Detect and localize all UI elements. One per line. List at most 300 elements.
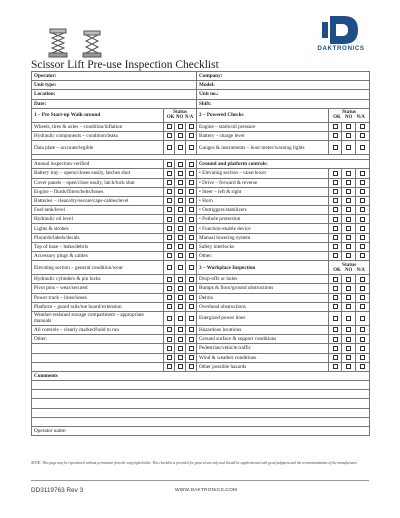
info-field-label[interactable]: Location: — [32, 90, 197, 99]
table-row — [32, 284, 370, 293]
status-checkbox[interactable] — [167, 304, 172, 309]
status-checkbox[interactable] — [346, 189, 351, 194]
status-cell — [342, 224, 356, 233]
status-checkbox[interactable] — [178, 244, 183, 249]
status-checkbox[interactable] — [333, 244, 338, 249]
table-row — [32, 215, 370, 224]
status-cell — [342, 344, 356, 353]
status-checkbox[interactable] — [333, 189, 338, 194]
status-cell — [342, 131, 356, 140]
document-number: DD3119763 Rev 3 — [31, 487, 84, 494]
info-field-label[interactable]: Unit no.: — [197, 90, 370, 99]
table-row — [32, 362, 370, 371]
status-checkbox[interactable] — [360, 124, 365, 129]
status-cell — [186, 252, 197, 261]
status-cell — [329, 206, 342, 215]
status-cell — [175, 302, 186, 311]
status-checkbox[interactable] — [333, 286, 338, 291]
status-cell — [356, 302, 370, 311]
status-checkbox[interactable] — [178, 337, 183, 342]
status-checkbox[interactable] — [189, 244, 194, 249]
operator-name-field[interactable]: Operator name: — [32, 427, 370, 436]
status-cell — [342, 215, 356, 224]
status-cell — [342, 169, 356, 178]
status-checkbox[interactable] — [178, 235, 183, 240]
status-checkbox[interactable] — [189, 355, 194, 360]
table-row — [32, 187, 370, 196]
status-checkbox[interactable] — [189, 316, 194, 321]
table-row — [32, 242, 370, 251]
status-cell — [356, 233, 370, 242]
status-cell — [356, 224, 370, 233]
status-cell — [175, 224, 186, 233]
check-item-label: Hydraulic oil level — [32, 215, 164, 224]
status-checkbox[interactable] — [178, 217, 183, 222]
status-checkbox[interactable] — [189, 189, 194, 194]
status-cell — [186, 284, 197, 293]
status-column-label: N/A — [356, 115, 365, 121]
comment-line[interactable] — [32, 381, 370, 390]
status-checkbox[interactable] — [346, 180, 351, 185]
status-checkbox[interactable] — [333, 295, 338, 300]
status-cell — [175, 187, 186, 196]
status-checkbox[interactable] — [178, 226, 183, 231]
status-checkbox[interactable] — [167, 207, 172, 212]
status-checkbox[interactable] — [167, 171, 172, 176]
status-checkbox[interactable] — [333, 277, 338, 282]
status-cell — [329, 284, 342, 293]
status-checkbox[interactable] — [333, 180, 338, 185]
status-checkbox[interactable] — [360, 145, 365, 150]
status-cell — [164, 362, 175, 371]
table-row — [32, 335, 370, 344]
table-row — [32, 381, 370, 390]
table-row — [32, 233, 370, 242]
status-cell — [164, 302, 175, 311]
status-checkbox[interactable] — [189, 162, 194, 167]
table-row — [32, 417, 370, 426]
status-checkbox[interactable] — [167, 253, 172, 258]
table-row — [32, 160, 370, 169]
status-checkbox[interactable] — [167, 346, 172, 351]
status-checkbox[interactable] — [189, 217, 194, 222]
status-cell — [329, 275, 342, 284]
status-checkbox[interactable] — [167, 244, 172, 249]
status-cell — [329, 122, 342, 131]
status-checkbox[interactable] — [178, 124, 183, 129]
comment-line[interactable] — [32, 399, 370, 408]
status-cell — [175, 169, 186, 178]
comment-line[interactable] — [32, 408, 370, 417]
status-checkbox[interactable] — [167, 295, 172, 300]
status-cell — [164, 275, 175, 284]
table-row — [32, 261, 370, 275]
status-checkbox[interactable] — [333, 171, 338, 176]
status-checkbox[interactable] — [178, 198, 183, 203]
status-cell — [356, 293, 370, 302]
ground-controls-title: Ground and platform controls: — [197, 160, 370, 169]
status-checkbox[interactable] — [333, 253, 338, 258]
status-checkbox[interactable] — [167, 180, 172, 185]
status-checkbox[interactable] — [346, 207, 351, 212]
status-label: Status — [173, 109, 187, 116]
status-checkbox[interactable] — [360, 226, 365, 231]
status-cell — [342, 335, 356, 344]
status-cell — [175, 242, 186, 251]
status-checkbox[interactable] — [189, 295, 194, 300]
status-cell — [164, 160, 175, 169]
status-cell — [175, 196, 186, 205]
status-checkbox[interactable] — [189, 207, 194, 212]
status-checkbox[interactable] — [167, 364, 172, 369]
page-title: Scissor Lift Pre-use Inspection Checklist — [31, 59, 219, 71]
empty-label — [32, 353, 164, 362]
status-checkbox[interactable] — [167, 226, 172, 231]
status-checkbox[interactable] — [360, 253, 365, 258]
status-checkbox[interactable] — [360, 286, 365, 291]
status-checkbox[interactable] — [167, 265, 172, 270]
table-row — [32, 90, 370, 99]
status-cell — [175, 122, 186, 131]
status-cell — [356, 284, 370, 293]
status-column-label: OK — [333, 115, 341, 121]
empty-label — [32, 362, 164, 371]
status-checkbox[interactable] — [360, 207, 365, 212]
status-checkbox[interactable] — [189, 171, 194, 176]
status-checkbox[interactable] — [360, 316, 365, 321]
status-checkbox[interactable] — [189, 235, 194, 240]
status-checkbox[interactable] — [167, 198, 172, 203]
status-cell — [356, 187, 370, 196]
info-field-label[interactable]: Date: — [32, 99, 197, 108]
status-checkbox[interactable] — [333, 217, 338, 222]
status-cell — [342, 187, 356, 196]
status-checkbox[interactable] — [333, 235, 338, 240]
status-checkbox[interactable] — [360, 295, 365, 300]
check-item-label: Pedestrian/vehicle traffic — [197, 344, 329, 353]
status-cell — [329, 344, 342, 353]
status-cell — [164, 178, 175, 187]
status-checkbox[interactable] — [346, 295, 351, 300]
status-cell — [186, 233, 197, 242]
status-checkbox[interactable] — [360, 277, 365, 282]
status-checkbox[interactable] — [346, 327, 351, 332]
check-item-label: Safety interlocks — [197, 242, 329, 251]
status-header — [329, 261, 370, 275]
status-cell — [164, 311, 175, 325]
status-checkbox[interactable] — [189, 198, 194, 203]
comments-label: Comments — [32, 371, 370, 380]
info-field-label[interactable]: Company: — [197, 72, 370, 81]
status-checkbox[interactable] — [178, 355, 183, 360]
status-checkbox[interactable] — [167, 355, 172, 360]
status-checkbox[interactable] — [360, 133, 365, 138]
status-cell — [186, 131, 197, 140]
status-checkbox[interactable] — [346, 364, 351, 369]
status-checkbox[interactable] — [333, 364, 338, 369]
status-checkbox[interactable] — [189, 265, 194, 270]
status-column-label: OK — [166, 115, 175, 121]
status-checkbox[interactable] — [189, 304, 194, 309]
check-item-label: Ground surface & support conditions — [197, 335, 329, 344]
status-cell — [186, 169, 197, 178]
status-checkbox[interactable] — [178, 145, 183, 150]
check-item-label: Power track – lines/hoses — [32, 293, 164, 302]
status-checkbox[interactable] — [333, 226, 338, 231]
status-cell — [175, 178, 186, 187]
checklist-table — [31, 71, 370, 436]
status-cell — [329, 178, 342, 187]
table-row — [32, 72, 370, 81]
section-2-title: 2 – Powered Checks — [197, 108, 329, 122]
status-checkbox[interactable] — [167, 316, 172, 321]
status-checkbox[interactable] — [189, 253, 194, 258]
status-column-label: NO — [345, 267, 353, 273]
status-checkbox[interactable] — [346, 277, 351, 282]
status-checkbox[interactable] — [346, 198, 351, 203]
status-cell — [164, 169, 175, 178]
status-checkbox[interactable] — [333, 198, 338, 203]
status-checkbox[interactable] — [346, 253, 351, 258]
status-checkbox[interactable] — [178, 171, 183, 176]
check-item-label: Wind & weather conditions — [197, 353, 329, 362]
status-cell — [356, 178, 370, 187]
status-checkbox[interactable] — [346, 133, 351, 138]
status-checkbox[interactable] — [360, 189, 365, 194]
status-cell — [342, 122, 356, 131]
check-item-label: Hazardous locations — [197, 325, 329, 334]
status-cell — [356, 362, 370, 371]
table-row — [32, 390, 370, 399]
status-cell — [164, 122, 175, 131]
status-cell — [186, 325, 197, 334]
status-cell — [342, 178, 356, 187]
status-checkbox[interactable] — [189, 133, 194, 138]
footer-divider — [31, 480, 369, 481]
status-checkbox[interactable] — [360, 337, 365, 342]
status-cell — [342, 141, 356, 155]
status-checkbox[interactable] — [189, 337, 194, 342]
table-row — [32, 224, 370, 233]
status-checkbox[interactable] — [333, 355, 338, 360]
status-cell — [175, 160, 186, 169]
status-checkbox[interactable] — [167, 217, 172, 222]
status-checkbox[interactable] — [360, 244, 365, 249]
info-field-label[interactable]: Shift: — [197, 99, 370, 108]
check-item-label: • Function-enable device — [197, 224, 329, 233]
status-checkbox[interactable] — [189, 346, 194, 351]
info-field-label[interactable]: Model: — [197, 81, 370, 90]
table-row — [32, 141, 370, 155]
status-header — [329, 108, 370, 122]
status-cell — [329, 335, 342, 344]
status-checkbox[interactable] — [346, 346, 351, 351]
status-checkbox[interactable] — [346, 304, 351, 309]
check-item-label: Platform – guard rails/toe board/extension — [32, 302, 164, 311]
status-cell — [164, 242, 175, 251]
info-field-label[interactable]: Unit type: — [32, 81, 197, 90]
status-checkbox[interactable] — [333, 337, 338, 342]
status-checkbox[interactable] — [178, 207, 183, 212]
check-item-label: Lights & strobes — [32, 224, 164, 233]
status-checkbox[interactable] — [346, 337, 351, 342]
check-item-label: Batteries – clean/dry/secure/caps-cables/level — [32, 196, 164, 205]
status-checkbox[interactable] — [346, 145, 351, 150]
status-cell — [186, 206, 197, 215]
status-checkbox[interactable] — [189, 226, 194, 231]
status-checkbox[interactable] — [178, 189, 183, 194]
status-cell — [329, 233, 342, 242]
status-checkbox[interactable] — [360, 364, 365, 369]
status-checkbox[interactable] — [333, 346, 338, 351]
status-checkbox[interactable] — [167, 124, 172, 129]
status-cell — [329, 169, 342, 178]
check-item-label: Manual lowering system — [197, 233, 329, 242]
status-cell — [164, 353, 175, 362]
status-checkbox[interactable] — [360, 346, 365, 351]
status-checkbox[interactable] — [178, 277, 183, 282]
status-checkbox[interactable] — [178, 286, 183, 291]
status-cell — [164, 335, 175, 344]
status-checkbox[interactable] — [360, 180, 365, 185]
status-checkbox[interactable] — [346, 286, 351, 291]
status-checkbox[interactable] — [346, 355, 351, 360]
check-item-label: Cover panels – open/close easily, latch/lock shut — [32, 178, 164, 187]
empty-label — [32, 344, 164, 353]
check-item-label: Weather-resistant storage compartment – appropriate manuals — [32, 311, 164, 325]
status-checkbox[interactable] — [346, 217, 351, 222]
check-item-label: Drop-offs or holes — [197, 275, 329, 284]
info-field-label[interactable]: Operator: — [32, 72, 197, 81]
status-column-label: N/A — [184, 115, 194, 121]
status-checkbox[interactable] — [178, 265, 183, 270]
status-cell — [342, 293, 356, 302]
status-checkbox[interactable] — [189, 277, 194, 282]
status-cell — [186, 335, 197, 344]
status-checkbox[interactable] — [333, 207, 338, 212]
status-checkbox[interactable] — [178, 295, 183, 300]
status-cell — [329, 302, 342, 311]
status-checkbox[interactable] — [167, 189, 172, 194]
status-cell — [175, 233, 186, 242]
status-checkbox[interactable] — [360, 304, 365, 309]
comment-line[interactable] — [32, 417, 370, 426]
status-checkbox[interactable] — [167, 235, 172, 240]
status-checkbox[interactable] — [333, 133, 338, 138]
status-checkbox[interactable] — [333, 304, 338, 309]
status-checkbox[interactable] — [189, 364, 194, 369]
status-checkbox[interactable] — [178, 327, 183, 332]
status-checkbox[interactable] — [189, 145, 194, 150]
status-checkbox[interactable] — [360, 171, 365, 176]
status-checkbox[interactable] — [333, 124, 338, 129]
table-row — [32, 427, 370, 436]
status-cell — [175, 293, 186, 302]
status-cell — [175, 206, 186, 215]
table-row — [32, 344, 370, 353]
website-url: WWW.DAKTRONICS.COM — [175, 488, 238, 493]
status-cell — [356, 169, 370, 178]
status-cell — [186, 311, 197, 325]
check-item-label: Fuel tank/level — [32, 206, 164, 215]
status-checkbox[interactable] — [189, 180, 194, 185]
status-checkbox[interactable] — [178, 180, 183, 185]
status-checkbox[interactable] — [167, 286, 172, 291]
status-checkbox[interactable] — [346, 244, 351, 249]
status-checkbox[interactable] — [178, 162, 183, 167]
status-checkbox[interactable] — [178, 346, 183, 351]
status-cell — [356, 353, 370, 362]
status-cell — [342, 353, 356, 362]
status-checkbox[interactable] — [189, 124, 194, 129]
status-cell — [164, 325, 175, 334]
status-checkbox[interactable] — [178, 253, 183, 258]
status-checkbox[interactable] — [167, 277, 172, 282]
status-cell — [164, 131, 175, 140]
status-checkbox[interactable] — [167, 145, 172, 150]
status-cell — [186, 196, 197, 205]
table-row — [32, 81, 370, 90]
status-checkbox[interactable] — [178, 304, 183, 309]
status-cell — [342, 284, 356, 293]
status-checkbox[interactable] — [167, 133, 172, 138]
status-cell — [186, 242, 197, 251]
check-item-label: Data plate – accurate/legible — [32, 141, 164, 155]
status-cell — [186, 261, 197, 275]
status-checkbox[interactable] — [178, 364, 183, 369]
status-cell — [164, 196, 175, 205]
status-cell — [342, 302, 356, 311]
status-checkbox[interactable] — [178, 133, 183, 138]
status-checkbox[interactable] — [360, 235, 365, 240]
status-columns — [331, 268, 367, 274]
status-cell — [342, 233, 356, 242]
status-checkbox[interactable] — [360, 198, 365, 203]
check-item-label: • Outriggers/stabilizers — [197, 206, 329, 215]
section-1-title: 1 – Pre Start-up Walk-around — [32, 108, 164, 122]
status-checkbox[interactable] — [189, 327, 194, 332]
status-checkbox[interactable] — [178, 316, 183, 321]
status-checkbox[interactable] — [346, 316, 351, 321]
status-cell — [186, 344, 197, 353]
status-cell — [164, 261, 175, 275]
status-checkbox[interactable] — [346, 171, 351, 176]
status-checkbox[interactable] — [346, 235, 351, 240]
status-checkbox[interactable] — [360, 327, 365, 332]
comment-line[interactable] — [32, 390, 370, 399]
check-item-label: • Elevating section – raise/lower — [197, 169, 329, 178]
status-checkbox[interactable] — [167, 327, 172, 332]
status-checkbox[interactable] — [189, 286, 194, 291]
status-cell — [342, 311, 356, 325]
status-checkbox[interactable] — [333, 327, 338, 332]
status-cell — [356, 206, 370, 215]
status-checkbox[interactable] — [346, 226, 351, 231]
status-checkbox[interactable] — [333, 316, 338, 321]
status-cell — [164, 215, 175, 224]
status-cell — [186, 302, 197, 311]
status-cell — [175, 261, 186, 275]
status-checkbox[interactable] — [333, 145, 338, 150]
status-checkbox[interactable] — [167, 162, 172, 167]
table-row — [32, 108, 370, 122]
status-checkbox[interactable] — [360, 355, 365, 360]
status-checkbox[interactable] — [360, 217, 365, 222]
check-item-label: Other: — [32, 335, 164, 344]
status-cell — [342, 196, 356, 205]
status-checkbox[interactable] — [167, 337, 172, 342]
status-checkbox[interactable] — [346, 124, 351, 129]
